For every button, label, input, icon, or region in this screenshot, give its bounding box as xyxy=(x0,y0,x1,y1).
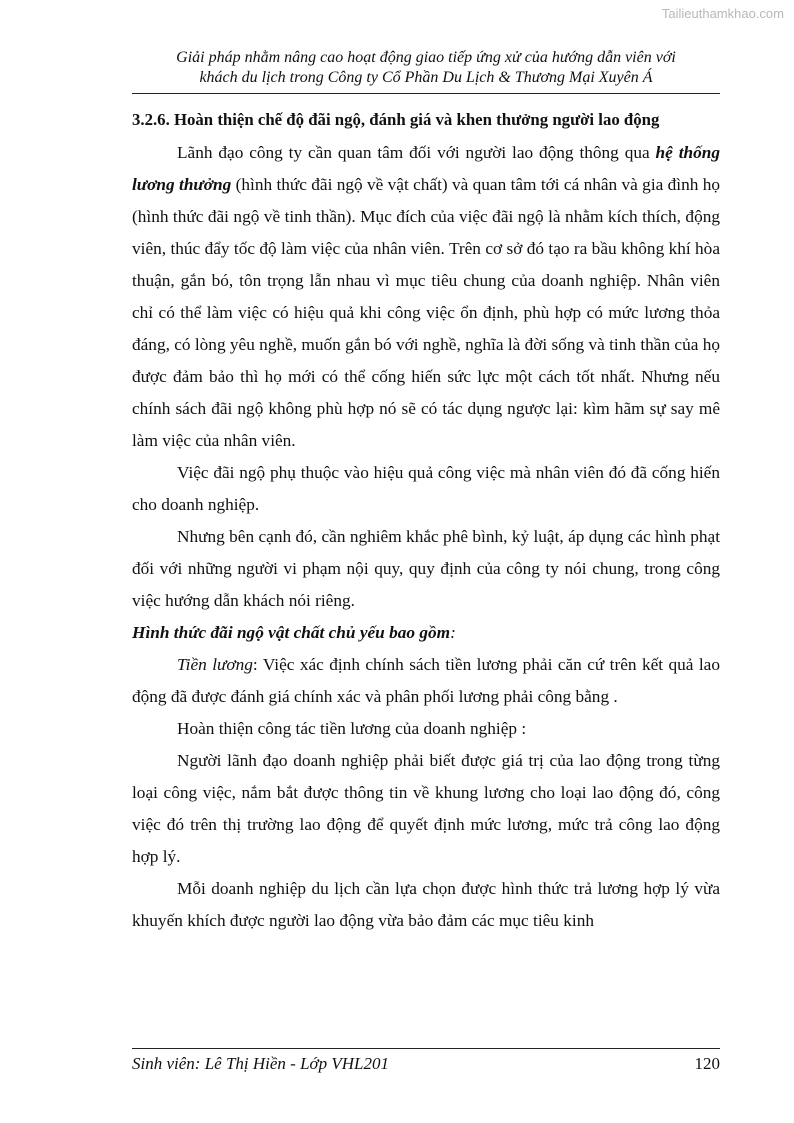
paragraph-1-post: (hình thức đãi ngộ về vật chất) và quan tâm tới cá nhân và gia đình họ (hình thức đãi ngộ về tinh thần). Mục đích của việc đãi ngộ là nhằm kích thích, động viên, thúc đẩy tốc độ làm việc của nhân viên. Trên cơ sở đó tạo ra bầu không khí hòa thuận, gắn bó, tôn trọng lẫn nhau vì mục tiêu chung của doanh nghiệp. Nhân viên chỉ có thể làm việc có hiệu quả khi công việc ổn định, phù hợp có mức lương thỏa đáng, có lòng yêu nghề, muốn gắn bó với nghề, nghĩa là đời sống và tinh thần của họ được đảm bảo thì họ mới có thể cống hiến sức lực một cách tốt nhất. Nhưng nếu chính sách đãi ngộ không phù hợp nó sẽ có tác dụng ngược lại: kìm hãm sự say mê làm việc của nhân viên. xyxy=(132,175,720,450)
paragraph-2: Việc đãi ngộ phụ thuộc vào hiệu quả công việc mà nhân viên đó đã cống hiến cho doanh nghiệp. xyxy=(132,463,720,514)
footer-divider xyxy=(132,1048,720,1049)
header-divider xyxy=(132,93,720,94)
section-heading: 3.2.6. Hoàn thiện chế độ đãi ngộ, đánh giá và khen thưởng người lao động xyxy=(132,110,660,129)
paragraph-4 xyxy=(132,649,720,713)
paragraph-4-text: : Việc xác định chính sách tiền lương phải căn cứ trên kết quả lao động đã được đánh giá chính xác và phân phối lương phải công bằng . xyxy=(132,655,720,706)
paragraph-1-pre: Lãnh đạo công ty cần quan tâm đối với người lao động thông qua xyxy=(177,143,656,162)
paragraph-4-term: Tiền lương xyxy=(177,655,253,674)
page-body xyxy=(132,104,720,937)
header-line-1: Giải pháp nhằm nâng cao hoạt động giao tiếp ứng xử của hướng dẫn viên với xyxy=(176,49,676,66)
subheading xyxy=(132,617,720,649)
header-line-2: khách du lịch trong Công ty Cổ Phần Du Lịch & Thương Mại Xuyên Á xyxy=(199,69,653,86)
page-number: 120 xyxy=(694,1054,720,1073)
subheading-text: Hình thức đãi ngộ vật chất chủ yếu bao gồm xyxy=(132,623,451,642)
subheading-colon: : xyxy=(450,623,456,642)
paragraph-3: Nhưng bên cạnh đó, cần nghiêm khắc phê bình, kỷ luật, áp dụng các hình phạt đối với những người vi phạm nội quy, quy định của công ty nói chung, trong công việc hướng dẫn khách nói riêng. xyxy=(132,527,720,610)
paragraph-7: Mỗi doanh nghiệp du lịch cần lựa chọn được hình thức trả lương hợp lý vừa khuyến khích được người lao động vừa bảo đảm các mục tiêu kinh xyxy=(132,879,720,930)
footer-student: Sinh viên: Lê Thị Hiền - Lớp VHL201 xyxy=(132,1054,389,1073)
watermark: Tailieuthamkhao.com xyxy=(661,6,784,21)
page-header xyxy=(132,48,720,88)
paragraph-1-emphasis: hệ thống lương thưởng xyxy=(132,143,720,194)
paragraph-5: Hoàn thiện công tác tiền lương của doanh nghiệp : xyxy=(177,719,527,738)
paragraph-1 xyxy=(132,137,720,457)
paragraph-6: Người lãnh đạo doanh nghiệp phải biết được giá trị của lao động trong từng loại công việc, nắm bắt được thông tin về khung lương cho loại lao động đó, công việc đó trên thị trường lao động để quyết định mức lương, mức trả công lao động hợp lý. xyxy=(132,751,720,866)
page-footer xyxy=(132,1054,720,1074)
